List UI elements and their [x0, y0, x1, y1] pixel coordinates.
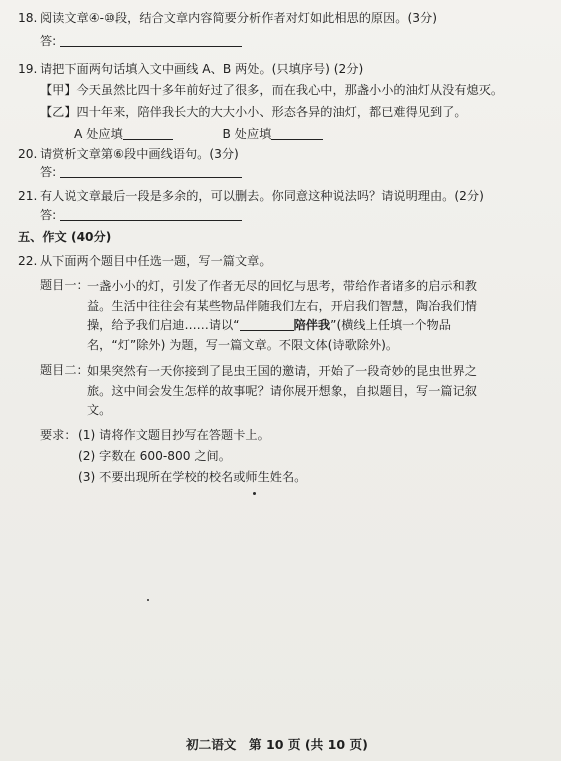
question-text: 阅读文章④-⑩段，结合文章内容简要分析作者对灯如此相思的原因。(3分): [40, 11, 437, 25]
answer-label: 答:: [40, 165, 57, 179]
requirement-1: (1) 请将作文题目抄写在答题卡上。: [78, 428, 270, 442]
answer-line: [60, 208, 242, 221]
scan-speck: [147, 599, 149, 601]
topic1-text-a: 一盏小小的灯，引发了作者无尽的回忆与思考，带给作者诸多的启示和教益。生活中往往会有某些物品伴随我们左右，开启我们智慧，陶冶我们情操，给予我们启迪……请以“: [87, 279, 477, 332]
requirement-2: (2) 字数在 600-800 之间。: [78, 449, 231, 463]
section-5-title: 五、作文 (40分): [18, 230, 112, 244]
answer-row-18: [40, 33, 242, 50]
fill-a-label: A 处应填: [74, 127, 123, 141]
page-footer: 初二语文 第 10 页 (共 10 页): [186, 737, 368, 752]
fill-b-label: B 处应填: [222, 127, 272, 141]
question-text: 请把下面两句话填入文中画线 A、B 两处。(只填序号) (2分): [40, 62, 364, 76]
sentence-jia: 【甲】今天虽然比四十多年前好过了很多，而在我心中，那盏小小的油灯从没有熄灭。: [40, 83, 504, 97]
fill-row-19: [74, 126, 323, 143]
question-number: 22.: [18, 254, 38, 268]
question-text: 请赏析文章第⑥段中画线语句。(3分): [40, 147, 239, 161]
question-20: [18, 146, 239, 163]
topic1-label: 题目一：: [40, 278, 89, 292]
sentence-yi: 【乙】四十年来，陪伴我长大的大大小小、形态各异的油灯，都已难得见到了。: [40, 105, 467, 119]
question-18: [18, 10, 437, 27]
answer-row-20: [40, 164, 242, 181]
question-text: 有人说文章最后一段是多余的，可以删去。你同意这种说法吗？请说明理由。(2分): [40, 189, 484, 203]
scan-speck: [253, 492, 256, 495]
requirements-label: 要求：: [40, 428, 77, 442]
question-number: 18.: [18, 11, 38, 25]
question-19: [18, 61, 363, 78]
question-22: [18, 253, 272, 270]
answer-label: 答:: [40, 208, 57, 222]
question-number: 20.: [18, 147, 38, 161]
question-number: 21.: [18, 189, 38, 203]
answer-line: [60, 165, 242, 178]
fill-a-line: [123, 127, 173, 140]
requirement-3: (3) 不要出现所在学校的校名或师生姓名。: [78, 470, 307, 484]
topic1-text-b: ”(横线上任填一个物品名，“灯”除外) 为题，写一篇文章。不限文体(诗歌除外)。: [87, 318, 451, 352]
answer-label: 答:: [40, 34, 57, 48]
question-number: 19.: [18, 62, 38, 76]
topic2-label: 题目二：: [40, 363, 89, 377]
topic1-blank-tail: 陪伴我: [293, 318, 331, 332]
question-text: 从下面两个题目中任选一题，写一篇文章。: [40, 254, 272, 268]
title-blank-line: [240, 318, 294, 331]
question-21: [18, 188, 484, 205]
topic1-body: [87, 277, 495, 355]
answer-row-21: [40, 207, 242, 224]
fill-b-line: [271, 127, 323, 140]
topic2-body: 如果突然有一天你接到了昆虫王国的邀请，开始了一段奇妙的昆虫世界之旅。这中间会发生怎样的故事呢？请你展开想象，自拟题目，写一篇记叙文。: [87, 364, 477, 417]
answer-line: [60, 34, 242, 47]
